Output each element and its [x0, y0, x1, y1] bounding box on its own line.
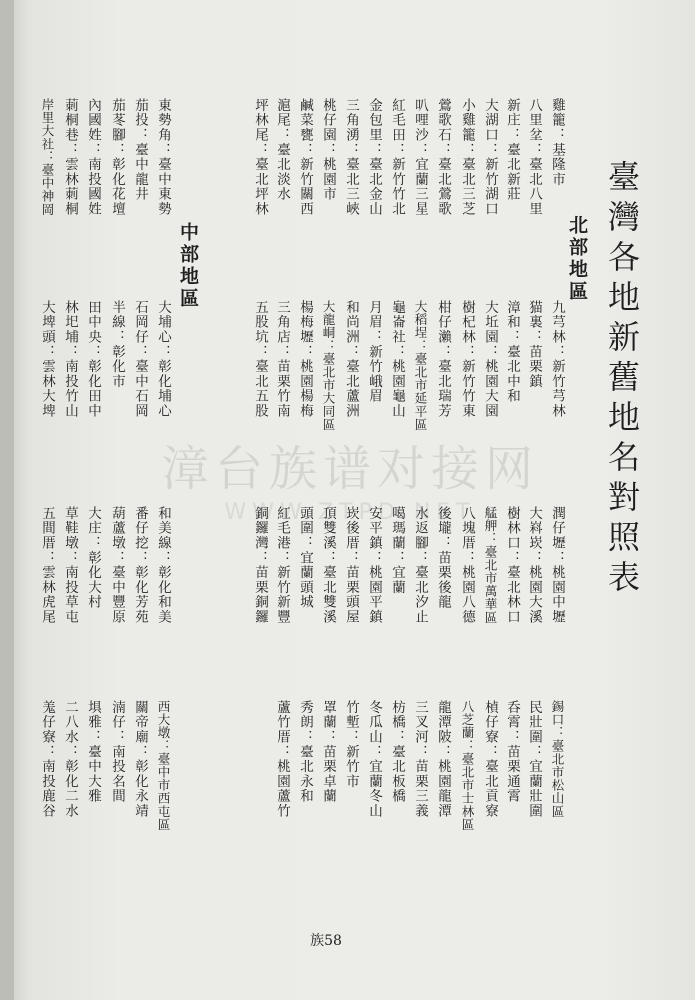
place-name-entry: 大庄：彰化大村 [85, 506, 101, 610]
place-name-entry: 月眉：新竹峨眉 [366, 300, 382, 404]
place-name-entry: 內國姓：南投國姓 [85, 98, 101, 217]
place-name-entry: 楊梅壢：桃園楊梅 [297, 300, 313, 419]
place-name-entry: 枋橋：臺北板橋 [389, 700, 405, 804]
place-name-entry: 羗仔寮：南投鹿谷 [39, 700, 55, 819]
place-name-entry: 和尚洲：臺北蘆洲 [343, 300, 359, 419]
place-name-entry: 半線：彰化市 [109, 300, 125, 389]
place-name-entry: 大龍峒：臺北市大同區 [321, 300, 336, 431]
place-name-entry: 岸里大社：臺中神岡 [40, 98, 55, 216]
place-name-entry: 大埔心：彰化埔心 [155, 300, 171, 419]
place-name-entry: 新庄：臺北新莊 [504, 98, 520, 202]
place-name-entry: 三角店：苗栗竹南 [274, 300, 290, 419]
binding-gutter [0, 0, 14, 1000]
place-name-entry: 紅毛田：新竹竹北 [389, 98, 405, 217]
place-name-entry: 五股坑：臺北五股 [252, 300, 268, 419]
place-name-entry: 大坵園：桃園大園 [482, 300, 498, 419]
place-name-entry: 潤仔壢：桃園中壢 [549, 506, 565, 625]
place-name-entry: 金包里：臺北金山 [366, 98, 382, 217]
place-name-entry: 呑霄：苗栗通霄 [504, 700, 520, 804]
place-name-entry: 艋舺：臺北市萬華區 [483, 506, 498, 624]
place-name-entry: 鶯歌石：臺北鶯歌 [435, 98, 451, 217]
watermark-url: WWW.ZTPD.NET [224, 500, 476, 525]
place-name-entry: 楨仔寮：臺北貢寮 [482, 700, 498, 819]
place-name-entry: 頭圍：宜蘭頭城 [297, 506, 313, 610]
place-name-entry: 草鞋墩：南投草屯 [62, 506, 78, 625]
place-name-entry: 雞籠：基隆市 [549, 98, 565, 187]
place-name-entry: 坪林尾：臺北坪林 [252, 98, 268, 217]
place-name-entry: 紅毛港：新竹新豐 [274, 506, 290, 625]
place-name-entry: 安平鎮：桃園平鎮 [366, 506, 382, 625]
place-name-entry: 湳仔：南投名間 [109, 700, 125, 804]
place-name-entry: 叭哩沙：宜蘭三星 [412, 98, 428, 217]
place-name-entry: 漳和：臺北中和 [504, 300, 520, 404]
place-name-entry: 八里坌：臺北八里 [526, 98, 542, 217]
place-name-entry: 大湖口：新竹湖口 [482, 98, 498, 217]
place-name-entry: 石岡仔：臺中石岡 [132, 300, 148, 419]
place-name-entry: 大嵙崁：桃園大溪 [526, 506, 542, 625]
place-name-entry: 錫口：臺北市松山區 [550, 700, 565, 818]
place-name-entry: 五間厝：雲林虎尾 [39, 506, 55, 625]
place-name-entry: 八芝蘭：臺北市士林區 [460, 700, 475, 831]
place-name-entry: 埧雅：臺中大雅 [85, 700, 101, 804]
place-name-entry: 樹杞林：新竹竹東 [459, 300, 475, 419]
watermark: 漳台族谱对接网 [160, 441, 539, 497]
place-name-entry: 後壠：苗栗後龍 [435, 506, 451, 610]
place-name-entry: 八塊厝：桃園八德 [459, 506, 475, 625]
page-number: 族58 [310, 933, 342, 949]
place-name-entry: 龜崙社：桃園龜山 [389, 300, 405, 419]
place-name-entry: 民壯圍：宜蘭壯圍 [526, 700, 542, 819]
place-name-entry: 樹林口：臺北林口 [504, 506, 520, 625]
place-name-entry: 和美線：彰化和美 [155, 506, 171, 625]
place-name-entry: 猫裏：苗栗鎮 [526, 300, 542, 389]
place-name-entry: 茄投：臺中龍井 [132, 98, 148, 202]
place-name-entry: 冬瓜山：宜蘭冬山 [366, 700, 382, 819]
place-name-entry: 九芎林：新竹芎林 [549, 300, 565, 419]
place-name-entry: 三叉河：苗栗三義 [412, 700, 428, 819]
place-name-entry: 茄苳腳：彰化花壇 [109, 98, 125, 217]
place-name-entry: 滬尾：臺北淡水 [274, 98, 290, 202]
place-name-entry: 小雞籠：臺北三芝 [459, 98, 475, 217]
place-name-entry: 蘆竹厝：桃園蘆竹 [274, 700, 290, 819]
section-heading-central: 中部地區 [177, 222, 199, 310]
place-name-entry: 水返腳：臺北汐止 [412, 506, 428, 625]
place-name-entry: 頂雙溪：臺北雙溪 [320, 506, 336, 625]
place-name-entry: 林圯埔：南投竹山 [62, 300, 78, 419]
place-name-entry: 東勢角：臺中東勢 [155, 98, 171, 217]
page-title: 臺灣各地新舊地名對照表 [603, 160, 641, 600]
section-heading-north: 北部地區 [566, 215, 588, 303]
place-name-entry: 三角湧：臺北三峽 [343, 98, 359, 217]
place-name-entry: 葫蘆墩：臺中豐原 [109, 506, 125, 625]
place-name-entry: 秀朗：臺北永和 [297, 700, 313, 804]
place-name-entry: 莿桐巷：雲林莿桐 [62, 98, 78, 217]
place-name-entry: 噶瑪蘭：宜蘭 [389, 506, 405, 595]
place-name-entry: 崁後厝：苗栗頭屋 [343, 506, 359, 625]
place-name-entry: 銅鑼灣：苗栗銅鑼 [252, 506, 268, 625]
place-name-entry: 柑仔瀨：臺北瑞芳 [435, 300, 451, 419]
place-name-entry: 鹹菜甕：新竹關西 [297, 98, 313, 217]
place-name-entry: 西大墩：臺中市西屯區 [156, 700, 171, 831]
place-name-entry: 罩蘭：苗栗卓蘭 [320, 700, 336, 804]
place-name-entry: 大稻埕：臺北市延平區 [413, 300, 428, 431]
place-name-entry: 二八水：彰化二水 [62, 700, 78, 819]
place-name-entry: 龍潭陂：桃園龍潭 [435, 700, 451, 819]
place-name-entry: 大埤頭：雲林大埤 [39, 300, 55, 419]
place-name-entry: 田中央：彰化田中 [85, 300, 101, 419]
place-name-entry: 番仔挖：彰化芳苑 [132, 506, 148, 625]
place-name-entry: 桃仔園：桃園市 [320, 98, 336, 202]
place-name-entry: 關帝廟：彰化永靖 [132, 700, 148, 819]
place-name-entry: 竹塹：新竹市 [343, 700, 359, 789]
